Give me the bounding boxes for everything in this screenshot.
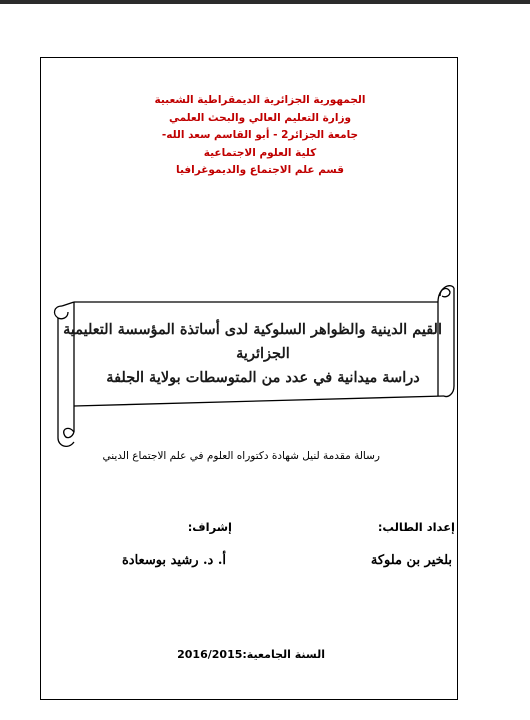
academic-year-label: السنة الجامعية: [242,648,325,661]
title-line-1: القيم الدينية والظواهر السلوكية لدى أساتذة المؤسسة التعليمية [63,321,442,338]
header-university: جامعة الجزائر2 - أبو القاسم سعد الله- [161,129,359,141]
institution-header [150,92,370,180]
title-line-2: الجزائرية [236,345,290,362]
title-line-3: دراسة ميدانية في عدد من المتوسطات بولاية الجلفة [106,369,420,386]
supervisor-label: إشراف: [187,520,232,534]
top-bar [0,0,530,4]
header-department: قسم علم الاجتماع والديموغرافيا [176,164,344,176]
supervisor-name: أ. د. رشيد بوسعادة [121,553,226,568]
academic-year [177,648,325,661]
header-faculty: كلية العلوم الاجتماعية [203,146,317,159]
thesis-purpose: رسالة مقدمة لنيل شهادة دكتوراه العلوم في علم الاجتماع الديني [102,450,380,462]
thesis-title [63,318,442,390]
header-ministry: وزارة التعليم العالي والبحث العلمي [168,111,352,124]
student-name: بلخير بن ملوكة [370,553,452,568]
header-republic: الجمهورية الجزائرية الديمقراطية الشعبية [154,94,366,106]
academic-year-value: 2016/2015 [177,648,243,661]
student-label: إعداد الطالب: [377,520,455,534]
